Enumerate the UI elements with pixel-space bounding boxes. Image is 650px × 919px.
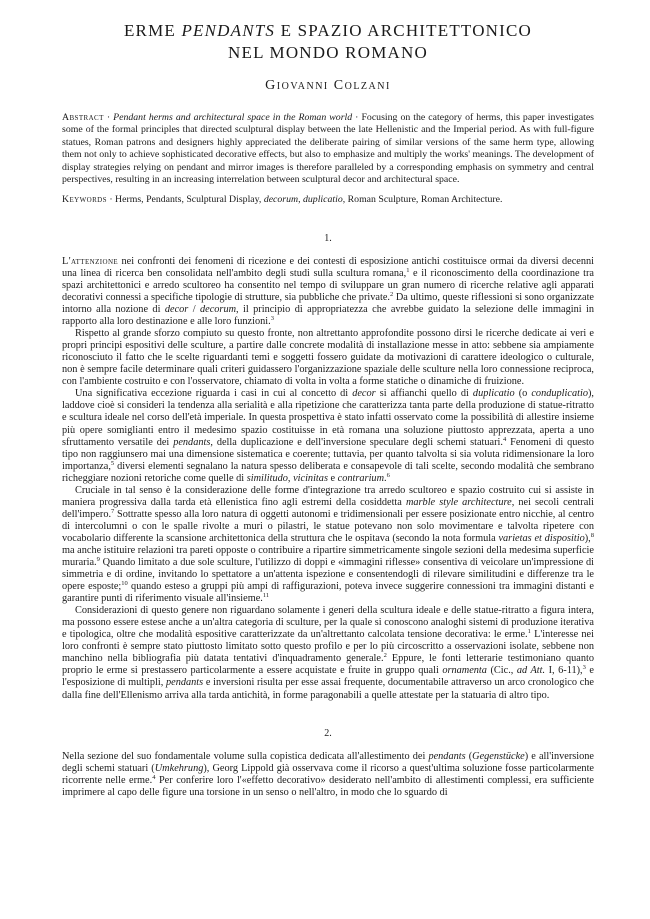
italic-term: ornamenta bbox=[442, 665, 487, 677]
text: nei confronti dei fenomeni di ricezione e dei contesti di esposizione antichi costituisce ormai da diversi decenni una linea di ricerca ben consolidata nell'ambito degli studi sulla scultura romana, bbox=[62, 255, 594, 279]
text: diversi elementi segnalano la natura spesso deliberata e consapevole di tali scelte, secondo modalità che sembrano richeggiare nozioni retoriche come quelle di bbox=[62, 460, 594, 484]
keywords-text: , Roman Sculpture, Roman Architecture. bbox=[342, 194, 503, 206]
author-name: Giovanni Colzani bbox=[265, 78, 391, 93]
italic-term: conduplicatio bbox=[531, 388, 588, 400]
text: si affianchi quello di bbox=[375, 388, 473, 400]
footnote-ref[interactable]: 10 bbox=[121, 580, 128, 588]
text: . bbox=[384, 472, 387, 484]
keywords-text: , bbox=[298, 194, 303, 206]
text: , il principio di appropriatezza che avrebbe guidato la selezione delle immagini in rapporto alla loro destinazione e alle loro funzioni. bbox=[62, 304, 595, 328]
text: ( bbox=[465, 750, 473, 762]
paragraph bbox=[62, 605, 594, 701]
title-italic: PENDANTS bbox=[181, 21, 276, 40]
text: L'interesse nei loro confronti è sempre stato piuttosto limitato sotto questo profilo e per lo più circoscritto a osservazioni isolate, sebbene non manchino nella bibliografia più datata tentativi d'inquadramento generale. bbox=[62, 629, 594, 665]
italic-term: contrarium bbox=[337, 472, 385, 484]
footnote-ref[interactable]: 2 bbox=[389, 290, 394, 298]
title-line-2: NEL MONDO ROMANO bbox=[228, 43, 428, 62]
text: Fenomeni di questo tipo non raggiunsero mai una dimensione sistematica e coerente; tuttavia, per quanto talvolta si sia voluta ridimensionare la loro importanza, bbox=[62, 436, 594, 472]
footnote-ref[interactable]: 1 bbox=[406, 266, 410, 274]
paragraph bbox=[62, 485, 594, 605]
text: / bbox=[188, 304, 200, 316]
keywords-label: Keywords bbox=[62, 194, 107, 206]
text: e bbox=[327, 472, 338, 484]
lead-word: L'attenzione bbox=[62, 255, 119, 267]
footnote-ref[interactable]: 5 bbox=[110, 459, 115, 467]
footnote-ref[interactable]: 11 bbox=[262, 592, 270, 600]
footnote-ref[interactable]: 6 bbox=[386, 471, 390, 479]
italic-term: marble style architecture bbox=[405, 496, 512, 508]
footnote-ref[interactable]: 9 bbox=[96, 556, 100, 564]
italic-term: similitudo bbox=[246, 472, 288, 484]
italic-term: Umkehrung bbox=[154, 762, 204, 774]
italic-term: decor bbox=[352, 388, 376, 400]
text: quando esteso a gruppi più ampi di raffigurazioni, poteva invece suggerire connessioni tra immagini distanti e garantire punti di riferimento visuale all'insieme. bbox=[62, 581, 594, 605]
text: I, 6-11), bbox=[545, 665, 583, 677]
text: , della duplicazione e dell'inversione speculare degli schemi statuari. bbox=[210, 436, 503, 448]
text: Nella sezione del suo fondamentale volume sulla copistica dedicata all'allestimento dei bbox=[62, 750, 429, 762]
paragraph bbox=[62, 256, 594, 328]
footnote-ref[interactable]: 3 bbox=[582, 664, 586, 672]
abstract-text: · Focusing on the category of herms, this paper investigates some of the formal principles that directed sculptural display between the late Hellenistic and the Imperial period. As with full-figure statues, Roman patrons and designers highly appreciated the deliberate pairing of similar versions of the same herm type, allowing them not only to achieve sophisticated decorative effects, but also to emphasize and multiply the works' meanings. The development of display strategies relying on pendant and mirror images is therefore paralleled by a corresponding emphasis on symmetry and central perspectives, resulting in an increasing interrelation between sculptural decor and architectural space. bbox=[62, 112, 594, 186]
text: , nei secoli centrali dell'impero. bbox=[62, 496, 595, 520]
italic-term: pendants bbox=[173, 436, 211, 448]
article-title bbox=[62, 20, 594, 64]
text: e il riconoscimento della coordinazione tra spazi architettonici e arredo scultoreo ha consentito nel tempo di sviluppare un gran numero di ricerche relative agli apparati decorativi connessi a specifiche tipologie di strutture, sia pubbliche che private. bbox=[62, 267, 594, 303]
italic-term: varietas et dispositio bbox=[498, 532, 585, 544]
abstract bbox=[62, 112, 594, 186]
paragraph: Rispetto al grande sforzo compiuto su questo fronte, non altrettanto approfondite possono dirsi le ricerche dedicate ai veri e propri principi espositivi delle sculture, a partire dalle concrete modalità di installazione messe in atto: sebbene sia ampiamente riconosciuto il fatto che le scelte riguardanti temi e soggetti fossero guidate da motivazioni di carattere ideologico o culturale, non è sempre facile determinare quali criteri guidassero l'organizzazione spaziale delle sculture nella loro connessione reciproca, con l'ambiente costruito e con l'osservatore, chiamato di volta in volta a forme statiche o dinamiche di fruizione. bbox=[62, 328, 594, 388]
italic-term: Gegenstücke bbox=[472, 750, 525, 762]
keywords-italic: decorum bbox=[263, 194, 299, 206]
italic-term: duplicatio bbox=[472, 388, 515, 400]
text: Eppure, le fonti letterarie testimoniano quanto proprio le erme si prestassero particolarmente a essere acquistate e fruite in gruppo quali bbox=[62, 653, 594, 677]
abstract-label: Abstract bbox=[62, 112, 104, 123]
keywords-italic: duplicatio bbox=[303, 194, 343, 206]
abstract-english-title: Pendant herms and architectural space in the Roman world bbox=[113, 112, 353, 123]
title-text: ERME bbox=[123, 21, 182, 40]
footnote-ref[interactable]: 4 bbox=[152, 773, 156, 781]
keywords-text: · Herms, Pendants, Sculptural Display, bbox=[106, 194, 264, 206]
text: ), bbox=[584, 532, 591, 544]
title-text: E SPAZIO ARCHITETTONICO bbox=[275, 21, 533, 40]
text: e l'esposizione di multipli, bbox=[62, 665, 594, 689]
text: Per conferire loro l'«effetto decorativo» desiderato nell'ambito di allestimenti complessi, era sufficiente imprimere al capo delle figure una torsione in un senso o nell'altro, in modo che lo sguardo di bbox=[62, 774, 594, 798]
footnote-ref[interactable]: 8 bbox=[590, 531, 594, 539]
text: Da ultimo, queste riflessioni si sono organizzate intorno alla nozione di bbox=[62, 291, 594, 316]
italic-term: pendants bbox=[166, 677, 204, 689]
keywords bbox=[62, 194, 594, 206]
separator: · bbox=[103, 112, 114, 123]
italic-term: pendants bbox=[428, 750, 466, 762]
footnote-ref[interactable]: 2 bbox=[383, 652, 387, 660]
italic-term: decorum bbox=[200, 304, 237, 316]
text: Cruciale in tal senso è la considerazione delle forme d'integrazione tra arredo scultoreo e spazio costruito cui si assiste in maniera progressiva dalla tarda età ellenistica fino agli estremi della cosiddetta bbox=[62, 484, 594, 508]
text: ), Georg Lippold già osservava come il ricorso a quest'ultima soluzione fosse particolarmente ricorrente nelle erme. bbox=[62, 762, 595, 786]
text: ), laddove cioè si consideri la tendenza alla serialità e alla ripetizione che caratterizza tanta parte della produzione di statue-ritratto e scultura ideale nel corso dell'età imperiale. In questa prospettiva è stato infatti osservato come la possibilità di allestire insieme più opere somiglianti entro il medesimo spazio costituisse in età romana una soluzione piuttosto apprezzata, aperta a uno sfruttamento versatile dei bbox=[62, 388, 594, 448]
section-number: 2. bbox=[324, 727, 332, 739]
text: Sottratte spesso alla loro natura di oggetti autonomi e tridimensionali per essere posizionate entro nicchie, al centro di intercolumni o con le spalle rivolte a muri o pilastri, le statue potevano non solo movimentare e talvolta ripetere con vocabolario differente la scansione architettonica della struttura che le ospitava (secondo la nota formula bbox=[62, 508, 594, 544]
text: , bbox=[287, 472, 294, 484]
paragraph bbox=[62, 388, 594, 484]
text: ) e all'inversione degli schemi statuari ( bbox=[62, 750, 594, 774]
text: ma anche istituire relazioni tra pareti opposte o contribuire a ripartire simmetricamente singole sezioni della medesima superficie muraria. bbox=[62, 544, 594, 569]
footnote-ref[interactable]: 3 bbox=[270, 315, 274, 323]
footnote-ref[interactable]: 7 bbox=[111, 507, 115, 515]
text: e inversioni risulta per esse assai frequente, documentabile attraverso un arco cronologico che dalla fine dell'Ellenismo arriva alla tarda antichità, in forme paragonabili a quelle attestate per la statuaria di altro tipo. bbox=[62, 677, 594, 701]
paragraph bbox=[62, 751, 594, 799]
text: Considerazioni di questo genere non riguardano solamente i generi della scultura ideale e delle statue-ritratto a figura intera, ma possono essere estese anche a un'altra categoria di sculture, per la quale si conoscono analoghi sistemi di produzione iterativa e tipologica, oltre che modalità espositive caratterizzate da un'altrettanto calcolata tensione decorativa: le erme. bbox=[62, 605, 594, 641]
article-page bbox=[62, 20, 594, 799]
text: Una significativa eccezione riguarda i casi in cui al concetto di bbox=[75, 388, 353, 400]
text: (Cic., bbox=[486, 665, 517, 677]
text: (o bbox=[514, 388, 532, 400]
text: Quando limitato a due sole sculture, l'utilizzo di doppi e «immagini riflesse» consentiva di veicolare un'impressione di simmetria e di ordine, invitando lo spettatore a un'attenta ispezione e consentendogli di rilevare similitudini e differenze tra le opere esposte; bbox=[62, 557, 594, 593]
italic-term: ad Att. bbox=[516, 665, 546, 677]
italic-term: vicinitas bbox=[293, 472, 328, 484]
italic-term: decor bbox=[164, 304, 189, 316]
section-number: 1. bbox=[324, 232, 332, 244]
footnote-ref[interactable]: 4 bbox=[502, 435, 507, 443]
footnote-ref[interactable]: 1 bbox=[527, 628, 531, 636]
